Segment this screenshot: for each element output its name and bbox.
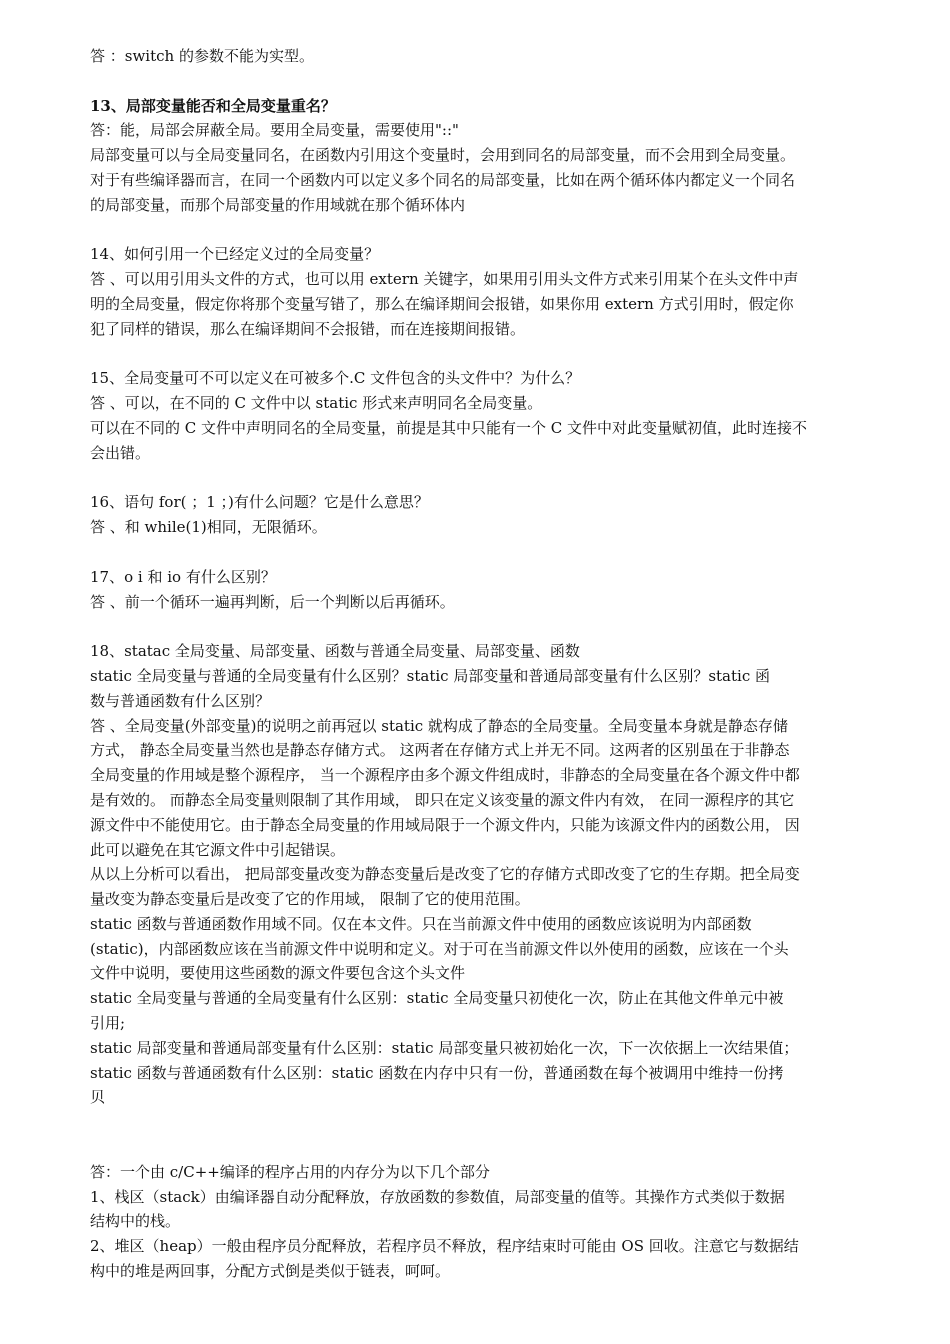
text-line: 贝 <box>90 1088 106 1107</box>
text-line: 答 、和 while(1)相同，无限循环。 <box>90 518 327 537</box>
text-line: 数与普通函数有什么区别？ <box>90 691 271 710</box>
blank-line <box>90 540 890 565</box>
text-line: 此可以避免在其它源文件中引起错误。 <box>90 840 346 859</box>
text-line: 对于有些编译器而言，在同一个函数内可以定义多个同名的局部变量，比如在两个循环体内都定义一个同名 <box>90 170 796 189</box>
text-line: 明的全局变量，假定你将那个变量写错了，那么在编译期间会报错，如果你用 extern 方式引用时，假定你 <box>90 294 794 313</box>
text-line: 局部变量可以与全局变量同名，在函数内引用这个变量时，会用到同名的局部变量，而不会用到全局变量。 <box>90 146 796 165</box>
text-line <box>90 1284 890 1309</box>
question-heading: 18、statac 全局变量、局部变量、函数与普通全局变量、局部变量、函数 <box>90 642 580 661</box>
blank-line <box>90 614 890 639</box>
blank-line <box>90 1135 890 1160</box>
text-line: static 局部变量和普通局部变量有什么区别：static 局部变量只被初始化一次，下一次依据上一次结果值； <box>90 1038 799 1057</box>
text-line: static 全局变量与普通的全局变量有什么区别？static 局部变量和普通局部变量有什么区别？static 函 <box>90 666 770 685</box>
text-line: 犯了同样的错误，那么在编译期间不会报错，而在连接期间报错。 <box>90 319 526 338</box>
text-line: 的局部变量，而那个局部变量的作用域就在那个循环体内 <box>90 195 466 214</box>
text-line: 结构中的栈。 <box>90 1212 181 1231</box>
text-line: 从以上分析可以看出， 把局部变量改变为静态变量后是改变了它的存储方式即改变了它的生存期。把全局变 <box>90 865 800 884</box>
text-line: static 全局变量与普通的全局变量有什么区别：static 全局变量只初使化一次，防止在其他文件单元中被 <box>90 989 784 1008</box>
text-line: 文件中说明，要使用这些函数的源文件要包含这个头文件 <box>90 964 466 983</box>
text-line <box>90 1110 890 1135</box>
question-heading: 15、全局变量可不可以定义在可被多个.C 文件包含的头文件中？为什么？ <box>90 369 581 388</box>
text-line: 1、栈区（stack）由编译器自动分配释放，存放函数的参数值，局部变量的值等。其操作方式类似于数据 <box>90 1187 785 1206</box>
text-line: 引用; <box>90 1014 126 1033</box>
text-line: 源文件中不能使用它。由于静态全局变量的作用域局限于一个源文件内，只能为该源文件内的函数公用， 因 <box>90 815 800 834</box>
text-line: static 函数与普通函数作用域不同。仅在本文件。只在当前源文件中使用的函数应该说明为内部函数 <box>90 914 752 933</box>
question-heading: 13、局部变量能否和全局变量重名？ <box>90 96 336 115</box>
text-line: 答 、前一个循环一遍再判断，后一个判断以后再循环。 <box>90 592 455 611</box>
blank-line <box>90 218 890 243</box>
text-line: 构中的堆是两回事，分配方式倒是类似于链表，呵呵。 <box>90 1262 451 1281</box>
text-line: static 函数与普通函数有什么区别：static 函数在内存中只有一份，普通函数在每个被调用中维持一份拷 <box>90 1063 784 1082</box>
document-page <box>90 44 890 1309</box>
question-heading: 答：一个由 c/C++编译的程序占用的内存分为以下几个部分 <box>90 1162 490 1181</box>
question-heading: 14、如何引用一个已经定义过的全局变量？ <box>90 245 380 264</box>
blank-line <box>90 466 890 491</box>
blank-line <box>90 69 890 94</box>
text-line: 全局变量的作用域是整个源程序， 当一个源程序由多个源文件组成时，非静态的全局变量在各个源文件中都 <box>90 766 800 785</box>
text-line: 答：能，局部会屏蔽全局。要用全局变量，需要使用"::" <box>90 121 459 140</box>
text-line: 会出错。 <box>90 443 151 462</box>
text-line: 答 ：switch 的参数不能为实型。 <box>90 47 314 65</box>
text-line: 2、堆区（heap）一般由程序员分配释放，若程序员不释放，程序结束时可能由 OS 回收。注意它与数据结 <box>90 1237 799 1256</box>
question-heading: 17、o i 和 io 有什么区别？ <box>90 567 276 586</box>
text-line: 可以在不同的 C 文件中声明同名的全局变量，前提是其中只能有一个 C 文件中对此变量赋初值，此时连接不 <box>90 418 808 437</box>
text-line: 方式， 静态全局变量当然也是静态存储方式。 这两者在存储方式上并无不同。这两者的区别虽在于非静态 <box>90 741 790 760</box>
text-line: 答 、可以用引用头文件的方式，也可以用 extern 关键字，如果用引用头文件方式来引用某个在头文件中声 <box>90 270 799 289</box>
text-line: 量改变为静态变量后是改变了它的作用域， 限制了它的使用范围。 <box>90 890 530 909</box>
text-line: 答 、可以，在不同的 C 文件中以 static 形式来声明同名全局变量。 <box>90 394 543 413</box>
text-line: 答 、全局变量(外部变量)的说明之前再冠以 static 就构成了静态的全局变量。全局变量本身就是静态存储 <box>90 716 788 735</box>
text-line: (static)，内部函数应该在当前源文件中说明和定义。对于可在当前源文件以外使用的函数，应该在一个头 <box>90 939 789 958</box>
question-heading: 16、语句 for( ；1 ；)有什么问题？它是什么意思？ <box>90 493 429 512</box>
blank-line <box>90 342 890 367</box>
text-line: 是有效的。 而静态全局变量则限制了其作用域， 即只在定义该变量的源文件内有效， 在同一源程序的其它 <box>90 790 795 809</box>
